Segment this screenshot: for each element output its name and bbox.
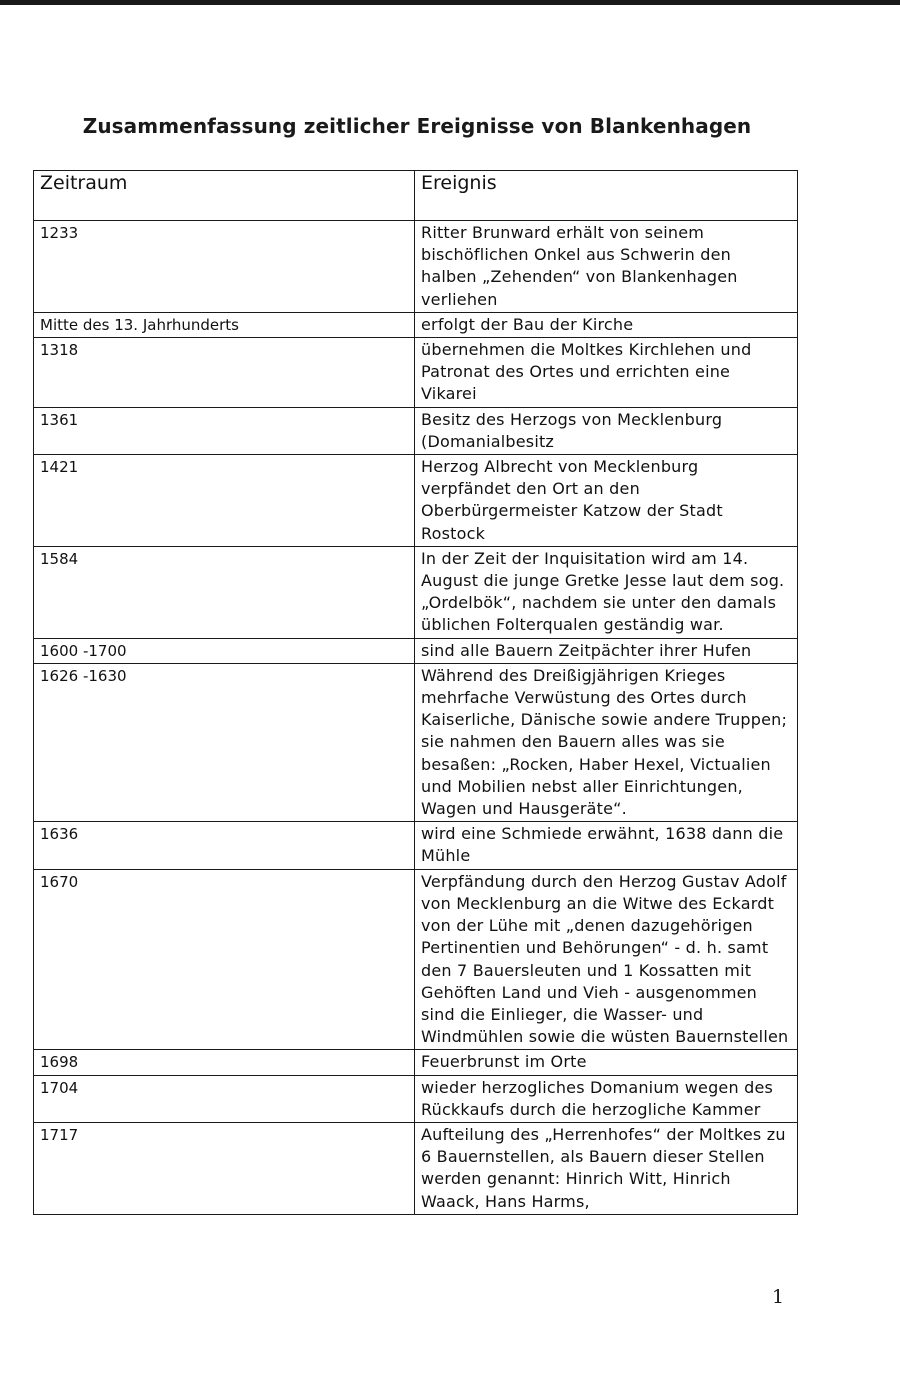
period-cell: 1318 [34, 338, 415, 408]
scan-top-edge [0, 0, 900, 5]
period-cell: 1584 [34, 546, 415, 638]
event-cell: wieder herzogliches Domanium wegen des Rückkaufs durch die herzogliche Kammer [415, 1075, 798, 1122]
event-cell: In der Zeit der Inquisitation wird am 14. August die junge Gretke Jesse laut dem sog. „Ordelbök“, nachdem sie unter den damals üblichen Folterqualen geständig war. [415, 546, 798, 638]
event-cell: Aufteilung des „Herrenhofes“ der Moltkes zu 6 Bauernstellen, als Bauern dieser Stellen werden genannt: Hinrich Witt, Hinrich Waack, Hans Harms, [415, 1122, 798, 1214]
event-cell: Herzog Albrecht von Mecklenburg verpfändet den Ort an den Oberbürgermeister Katzow der Stadt Rostock [415, 455, 798, 547]
period-cell: Mitte des 13. Jahrhunderts [34, 312, 415, 337]
table-row [34, 407, 798, 454]
event-cell: Besitz des Herzogs von Mecklenburg (Domanialbesitz [415, 407, 798, 454]
period-cell: 1626 -1630 [34, 663, 415, 821]
period-cell: 1233 [34, 221, 415, 313]
table-row [34, 455, 798, 547]
table-row [34, 638, 798, 663]
period-cell: 1670 [34, 869, 415, 1050]
table-row [34, 1122, 798, 1214]
event-cell: Während des Dreißigjährigen Krieges mehrfache Verwüstung des Ortes durch Kaiserliche, Dänische sowie andere Truppen; sie nahmen den Bauern alles was sie besaßen: „Rocken, Haber Hexel, Victualien und Mobilien nebst aller Einrichtungen, Wagen und Hausgeräte“. [415, 663, 798, 821]
event-cell: Feuerbrunst im Orte [415, 1050, 798, 1075]
table-row [34, 869, 798, 1050]
event-cell: sind alle Bauern Zeitpächter ihrer Hufen [415, 638, 798, 663]
page-number: 1 [772, 1286, 785, 1308]
page-title: Zusammenfassung zeitlicher Ereignisse von Blankenhagen [82, 114, 752, 138]
event-cell: Ritter Brunward erhält von seinem bischöflichen Onkel aus Schwerin den halben „Zehenden“ von Blankenhagen verliehen [415, 221, 798, 313]
period-cell: 1698 [34, 1050, 415, 1075]
event-cell: Verpfändung durch den Herzog Gustav Adolf von Mecklenburg an die Witwe des Eckardt von der Lühe mit „denen dazugehörigen Pertinentien und Behörungen“ - d. h. samt den 7 Bauersleuten und 1 Kossatten mit Gehöften Land und Vieh - ausgenommen sind die Einlieger, die Wasser- und Windmühlen sowie die wüsten Bauernstellen [415, 869, 798, 1050]
column-header-event: Ereignis [415, 171, 798, 221]
table-row [34, 1050, 798, 1075]
table-row [34, 312, 798, 337]
table-row [34, 822, 798, 869]
period-cell: 1704 [34, 1075, 415, 1122]
event-cell: erfolgt der Bau der Kirche [415, 312, 798, 337]
table-row [34, 1075, 798, 1122]
table-header-row [34, 171, 798, 221]
table-row [34, 546, 798, 638]
period-cell: 1361 [34, 407, 415, 454]
table-row [34, 663, 798, 821]
period-cell: 1717 [34, 1122, 415, 1214]
column-header-period: Zeitraum [34, 171, 415, 221]
events-table [33, 170, 798, 1215]
period-cell: 1636 [34, 822, 415, 869]
event-cell: wird eine Schmiede erwähnt, 1638 dann die Mühle [415, 822, 798, 869]
period-cell: 1421 [34, 455, 415, 547]
event-cell: übernehmen die Moltkes Kirchlehen und Patronat des Ortes und errichten eine Vikarei [415, 338, 798, 408]
table-row [34, 338, 798, 408]
period-cell: 1600 -1700 [34, 638, 415, 663]
table-row [34, 221, 798, 313]
